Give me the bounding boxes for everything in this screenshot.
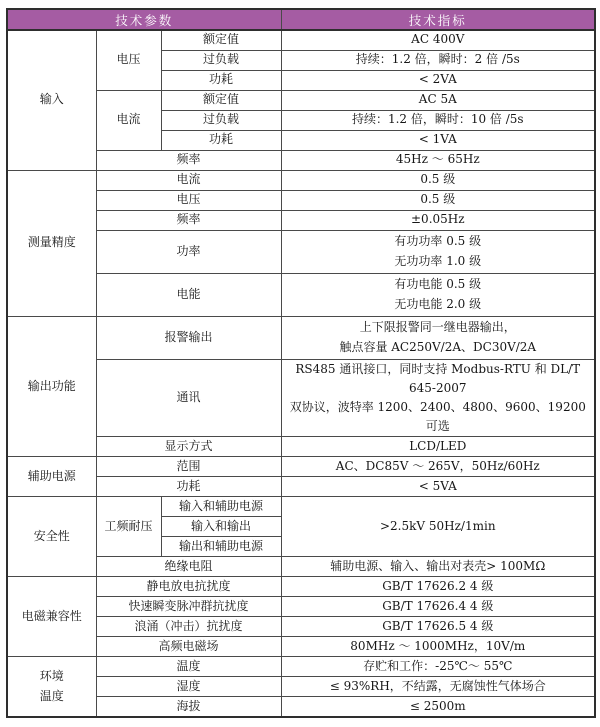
param-cell: 显示方式 <box>96 437 281 457</box>
value-cell <box>281 230 595 273</box>
value-cell: AC 400V <box>281 30 595 50</box>
param-cell: 范围 <box>96 457 281 477</box>
subgroup-cell-current: 电流 <box>96 90 161 150</box>
value-line: RS485 通讯接口，同时支持 Modbus-RTU 和 DL/T 645-2007 <box>295 361 581 395</box>
table-row <box>7 557 595 577</box>
table-row <box>7 677 595 697</box>
param-cell: 过负载 <box>161 50 281 70</box>
param-cell: 快速瞬变脉冲群抗扰度 <box>96 597 281 617</box>
table-row <box>7 637 595 657</box>
value-line: 无功功率 1.0 级 <box>394 253 482 268</box>
param-cell: 海拔 <box>96 697 281 717</box>
table-row <box>7 437 595 457</box>
value-cell: ≤ 2500m <box>281 697 595 717</box>
value-cell <box>281 359 595 437</box>
param-cell: 电流 <box>96 170 281 190</box>
param-cell: 湿度 <box>96 677 281 697</box>
table-row <box>7 577 595 597</box>
table-row <box>7 190 595 210</box>
subgroup-cell-withstand: 工频耐压 <box>96 497 161 557</box>
table-row <box>7 90 595 110</box>
param-cell: 绝缘电阻 <box>96 557 281 577</box>
table-row <box>7 359 595 437</box>
table-row <box>7 170 595 190</box>
group-cell-aux-power: 辅助电源 <box>7 457 96 497</box>
value-line: 无功电能 2.0 级 <box>394 296 482 311</box>
value-cell: LCD/LED <box>281 437 595 457</box>
header-cell-specs: 技术指标 <box>281 9 595 30</box>
value-cell: ±0.05Hz <box>281 210 595 230</box>
value-line: 触点容量 AC250V/2A、DC30V/2A <box>339 339 537 354</box>
value-cell <box>281 316 595 359</box>
param-cell: 电能 <box>96 273 281 316</box>
header-cell-params: 技术参数 <box>7 9 281 30</box>
table-row <box>7 497 595 517</box>
table-row <box>7 316 595 359</box>
value-cell: < 5VA <box>281 477 595 497</box>
table-row <box>7 457 595 477</box>
param-cell: 额定值 <box>161 30 281 50</box>
value-cell: AC、DC85V ～ 265V，50Hz/60Hz <box>281 457 595 477</box>
table-header-row <box>7 9 595 30</box>
group-cell-emc: 电磁兼容性 <box>7 577 96 657</box>
value-cell: 45Hz ～ 65Hz <box>281 150 595 170</box>
group-cell-environment <box>7 657 96 717</box>
group-cell-accuracy: 测量精度 <box>7 170 96 316</box>
table-row <box>7 150 595 170</box>
table-row <box>7 697 595 717</box>
value-cell: 持续：1.2 倍，瞬时：10 倍 /5s <box>281 110 595 130</box>
param-cell: 浪涌（冲击）抗扰度 <box>96 617 281 637</box>
value-cell: < 2VA <box>281 70 595 90</box>
param-cell: 频率 <box>96 210 281 230</box>
value-cell: 0.5 级 <box>281 190 595 210</box>
value-line: 有功功率 0.5 级 <box>394 234 482 249</box>
value-cell: >2.5kV 50Hz/1min <box>281 497 595 557</box>
param-cell: 功率 <box>96 230 281 273</box>
group-cell-safety: 安全性 <box>7 497 96 577</box>
table-row <box>7 210 595 230</box>
value-cell <box>281 273 595 316</box>
group-label-line: 环境 <box>39 669 64 684</box>
group-label-line: 温度 <box>39 688 64 703</box>
param-cell: 高频电磁场 <box>96 637 281 657</box>
value-cell: GB/T 17626.2 4 级 <box>281 577 595 597</box>
param-cell: 频率 <box>96 150 281 170</box>
value-cell: < 1VA <box>281 130 595 150</box>
group-cell-input: 输入 <box>7 30 96 170</box>
value-cell: GB/T 17626.4 4 级 <box>281 597 595 617</box>
table-row <box>7 477 595 497</box>
table-row <box>7 617 595 637</box>
spec-table <box>6 8 596 718</box>
table-row <box>7 273 595 316</box>
value-cell: AC 5A <box>281 90 595 110</box>
param-cell: 功耗 <box>161 70 281 90</box>
value-cell: 80MHz ～ 1000MHz，10V/m <box>281 637 595 657</box>
param-cell: 输出和辅助电源 <box>161 537 281 557</box>
table-row <box>7 657 595 677</box>
subgroup-cell-voltage: 电压 <box>96 30 161 90</box>
value-line: 双协议，波特率 1200、2400、4800、9600、19200 可选 <box>289 399 586 434</box>
value-cell: GB/T 17626.5 4 级 <box>281 617 595 637</box>
param-cell: 功耗 <box>96 477 281 497</box>
param-cell: 输入和辅助电源 <box>161 497 281 517</box>
param-cell: 报警输出 <box>96 316 281 359</box>
param-cell: 温度 <box>96 657 281 677</box>
param-cell: 静电放电抗扰度 <box>96 577 281 597</box>
value-cell: 辅助电源、输入、输出对表壳> 100MΩ <box>281 557 595 577</box>
value-line: 有功电能 0.5 级 <box>394 277 482 292</box>
param-cell: 电压 <box>96 190 281 210</box>
param-cell: 功耗 <box>161 130 281 150</box>
param-cell: 过负载 <box>161 110 281 130</box>
param-cell: 通讯 <box>96 359 281 437</box>
param-cell: 额定值 <box>161 90 281 110</box>
value-cell: 0.5 级 <box>281 170 595 190</box>
value-cell: 存贮和工作：-25℃～ 55℃ <box>281 657 595 677</box>
value-cell: ≤ 93%RH，不结露，无腐蚀性气体场合 <box>281 677 595 697</box>
table-row <box>7 597 595 617</box>
table-row <box>7 30 595 50</box>
value-cell: 持续：1.2 倍，瞬时：2 倍 /5s <box>281 50 595 70</box>
value-line: 上下限报警同一继电器输出， <box>359 320 516 335</box>
table-row <box>7 230 595 273</box>
group-cell-output: 输出功能 <box>7 316 96 457</box>
param-cell: 输入和输出 <box>161 517 281 537</box>
